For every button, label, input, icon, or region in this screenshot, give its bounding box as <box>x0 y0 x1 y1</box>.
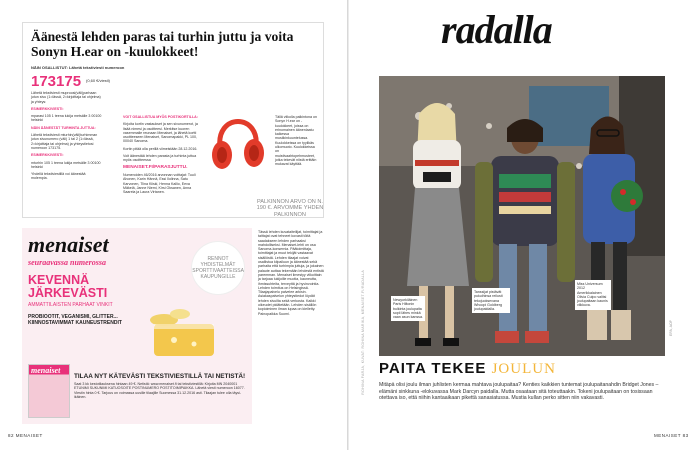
next-issue-subhead: AMMATTILAISTEN PARHAAT VINKIT <box>28 302 113 308</box>
next-issue-topics: PROBIOOTIT, VEGANISMI, GLITTER... KIINNOSTAVIMMAT KAUNEUSTRENDIT <box>28 314 122 326</box>
page-folio-left: 82 MENAISET <box>8 433 43 438</box>
postcard-text: Kirjoita kortin vastaukset ja sen sivunumerot, ja lisää nimesi ja osoitteesi. Merkitse kuoren vasemmalle reunaan Menaiset, ja lähetä kortti osoitteeseen Menaiset, Sanomapakki, PL 100, 00040 Sanoma. <box>123 122 198 144</box>
page-folio-right: MENAISET 83 <box>654 433 689 438</box>
sms-price: (0,60 €/viesti) <box>86 78 111 83</box>
vertical-credit: ROHINA FARJA, KUVAT: ROHINA MARIKA, MENAISET.FI/RADALLA <box>361 270 365 395</box>
sms-code-number: 173175 <box>31 73 82 90</box>
contest-instructions <box>31 91 103 184</box>
sms-code-label: NÄIN OSALLISTUT: Lähetä tekstiviesti numeroon <box>31 65 125 70</box>
order-heading: TILAA NYT KÄTEVÄSTI TEKSTIVIESTILLÄ TAI NETISTÄ! <box>74 373 246 380</box>
instruction-example-label: ESIMERKKIVIESTI: <box>31 106 64 111</box>
section-rubric: radalla <box>441 7 552 52</box>
honey-jar-icon <box>140 298 230 358</box>
instruction-text: Lähetä tekstiviesti muproosi(väli)parhaan jutun sivu (1=lässä, 2=kirjoittaja tai ohjelma) ja yhteys: <box>31 91 101 104</box>
instruction-text: Yhdellä tekstiviestillä voi äänestää molempia. <box>31 172 86 181</box>
instruction-text: mparasi 105 1 teena lukija metsälle 3 00100 helsinki <box>31 114 102 123</box>
prize-value-note: PALKINNON ARVO ON N. 190 €. ARVOMME YHDEN PALKINNON <box>256 199 324 218</box>
postcard-instructions <box>123 115 201 197</box>
editorial-sidebar <box>258 230 324 316</box>
magazine-cover-logo: menaiset <box>31 366 61 375</box>
instruction-text: Lähetä tekstiviesti mturhin(väli)turhimman jutun sivunumero (väli) 1 tai 2 (1=lässä, 2=kirjoittaja tai ohjelma) ja yhteystietosi numeroon 173175. <box>31 133 98 150</box>
photo-credit: EPA, AOP <box>669 320 673 336</box>
instruction-heading: NÄIN ÄÄNESTÄT TURHINTA JUTTUA: <box>31 125 96 130</box>
postcard-heading: VOIT OSALLISTUA MYÖS POSTIKORTILLA: <box>123 115 198 119</box>
photo-caption: Tanssijat pistävät pukuihinsa reilusti tekojuoksevana Whoopi Goldberg joulupaidalla. <box>472 288 510 313</box>
magazine-cover-thumbnail <box>28 364 70 418</box>
headphones-icon <box>208 103 268 183</box>
headline-accent: JOULUN <box>491 361 556 377</box>
photo-caption: Newyorkiläinen Paris Hiltonin bulkinta joulupaita sopii lähes minkä vaan asun kanssa. <box>391 296 425 321</box>
bubble-text: RENNOT YHDISTELMÄT SPORTTIVAATTEISSA KAUPUNGILLE <box>192 256 244 280</box>
photo-caption: Miss Universum 2012 Amerikkalainen Olivia Culpo valitsi joulupaitaan kaunis vilkkuva. <box>575 280 611 310</box>
right-page <box>349 0 696 450</box>
left-page <box>0 0 347 450</box>
contest-ad <box>22 22 324 218</box>
next-issue-tagline: seuraavassa numerossa <box>28 258 107 267</box>
next-issue-headline: KEVENNÄ JÄRKEVÄSTI <box>28 273 108 300</box>
online-vote-text: Voit äänestää lehden parasta ja turhinta juttua myös osoitteessa <box>123 154 197 163</box>
subscription-ad <box>22 228 252 424</box>
contest-title: Äänestä lehden paras tai turhin juttu ja voita Sonyn H.ear on -kuulokkeet! <box>31 29 294 59</box>
article-headline <box>379 360 556 378</box>
prize-description: Tällä viikolla palkintona on Sonyn H.ear on -kuulokkeet, joissa on erinomainen äänenlaatu kaikessa musiikinkuuntelussa. Kuulokkeissa on tyylikäs ulkomuoto. Kuulokkeissa on muistivaahtopehmusteet, jotka tekevät niistä erittäin mukavat käyttää. <box>275 115 317 167</box>
article-lead: Mitäpä olisi joulu ilman juhlisten kermaa mahtava joulupaitaa? Kenties kaikkien tuntemat joulupaitanahdin Bridget Jones – elämäni sinkkuna -elokuvassa Mark Darcyn paidalla. Mutta osaataan sitä toteuttaakin. Tokeni joulupaitaan on tosissaan otettava iso, että niihin kantaaikaan pikettä sanasiatussa. Mustia kullan perko sitten niin vakavasti. <box>379 382 659 402</box>
order-text: Saat 3 kk kestotilauksena hintaan 49 €. Netistä: www.menaiset.fi tai tekstiviestillä: Kirjoita MN 2040001 ETUNIMI SUKUNIMI KATUOSOITE POSTINUMERO POSTITOIMIPAIKKA. Lähetä viesti numeroon 16077. Viestin hinta 0 €. Tarjous on voimassa uusille tilaajille Suomessa 31.12.2016 asti. Tilaajan tulee olla täysi-ikäinen. <box>74 382 245 399</box>
menaiset-logo: menaiset <box>28 232 109 257</box>
headline-main: PAITA TEKEE <box>379 360 487 377</box>
winners-text: Numeroiden 46/2016 arvonnan voittajat: Tuuli Ahonen, Karin Hännä, Essi Ilolinna, Satu Karvonen, Tiina Kiiski, Henna Kallio, Eeva Mäkelä, Janne Niemi, Kirsi Oksanen, Anna Saarela ja Laura Virtanen. <box>123 172 196 195</box>
sidebar-body: Tässä lehden kuvataiteilijat, toimittajat ja taittajat ovat tehneet kovasti töitä saadakseen lehden parhaaksi mahdolliseksi. Menaiset-lehti on osa Sanoma-konsernia. Päätoimittaja, toimittajat ja muut tekijät vastaavat sisällöstä. Lehden tilaajat voivat osallistua kilpailuun ja äänestää sekä parhaita että turhimpia juttuja, ja jokainen palaute auttaa tekemään lehdestä entistä paremman. Menaiset ilmestyy viikoittain ja tarjoaa lukijoille muotia, kauneutta, ihmissuhteita, terveyttä ja hyvinvointia. Lehden toimitus on Helsingissä. Tilaajapalvelu palvelee arkisin. Asiakaspalvelun yhteystiedot löydät lehden sivuilta sekä verkosta. Kaikki oikeudet pidätetään. Lehden sisällön kopioiminen ilman lupaa on kielletty. Painopaikka Suomi. <box>258 230 324 316</box>
postcard-deadline: Kortin pitää olla perillä viimeistään 28.12.2016. <box>123 146 198 151</box>
sport-fashion-bubble <box>192 242 244 294</box>
vote-site-link[interactable]: MENAISET.FI/PARASJUTTU. <box>123 164 188 170</box>
instruction-text: mturhin 105 1 teena lukija metsälle 3 00100 helsinki <box>31 160 101 169</box>
instruction-example-label: ESIMERKKIVIESTI: <box>31 153 64 158</box>
